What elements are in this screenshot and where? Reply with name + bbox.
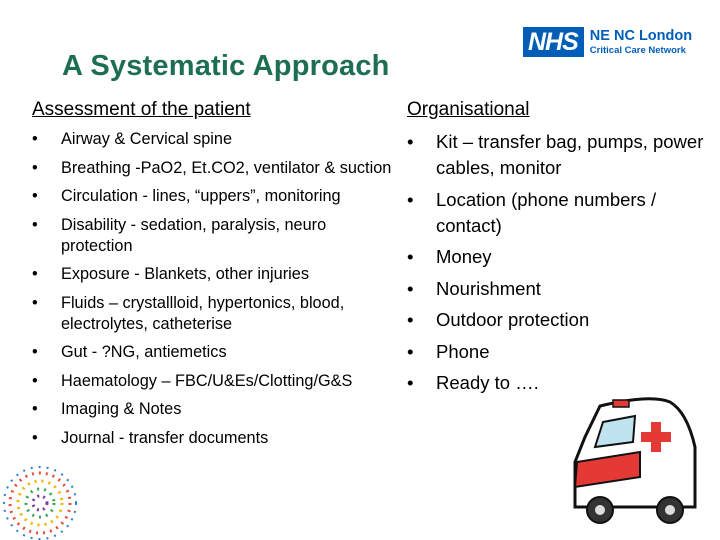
list-item: • Haematology – FBC/U&Es/Clotting/G&S xyxy=(32,371,392,392)
assessment-list xyxy=(32,129,392,456)
list-item: • Outdoor protection xyxy=(407,307,707,333)
list-item: • Disability - sedation, paralysis, neuro protection xyxy=(32,215,392,257)
list-item: • Journal - transfer documents xyxy=(32,428,392,449)
organisational-heading: Organisational xyxy=(407,99,530,120)
list-item: • Money xyxy=(407,244,707,270)
network-name-line1: NE NC London xyxy=(589,28,693,44)
list-item: • Exposure - Blankets, other injuries xyxy=(32,264,392,285)
list-item: • Imaging & Notes xyxy=(32,399,392,420)
list-item: • Nourishment xyxy=(407,276,707,302)
list-item: • Breathing -PaO2, Et.CO2, ventilator & suction xyxy=(32,158,392,179)
assessment-heading: Assessment of the patient xyxy=(32,99,251,120)
slide-title: A Systematic Approach xyxy=(62,50,390,82)
organisational-list xyxy=(407,129,707,402)
network-name xyxy=(590,29,692,55)
ambulance-icon xyxy=(555,392,705,532)
list-item: • Airway & Cervical spine xyxy=(32,129,392,150)
list-item: • Fluids – crystallloid, hypertonics, blood, electrolytes, catheterise xyxy=(32,293,392,335)
list-item: • Ready to …. xyxy=(407,370,707,396)
network-name-line2: Critical Care Network xyxy=(589,44,686,56)
list-item: • Location (phone numbers / contact) xyxy=(407,187,707,239)
list-item: • Circulation - lines, “uppers”, monitoring xyxy=(32,186,392,207)
decorative-dots-graphic xyxy=(0,455,80,540)
nhs-logo-mark: NHS xyxy=(523,27,584,57)
nhs-logo xyxy=(523,27,692,57)
list-item: • Phone xyxy=(407,339,707,365)
list-item: • Gut - ?NG, antiemetics xyxy=(32,342,392,363)
list-item: • Kit – transfer bag, pumps, power cables, monitor xyxy=(407,129,707,181)
